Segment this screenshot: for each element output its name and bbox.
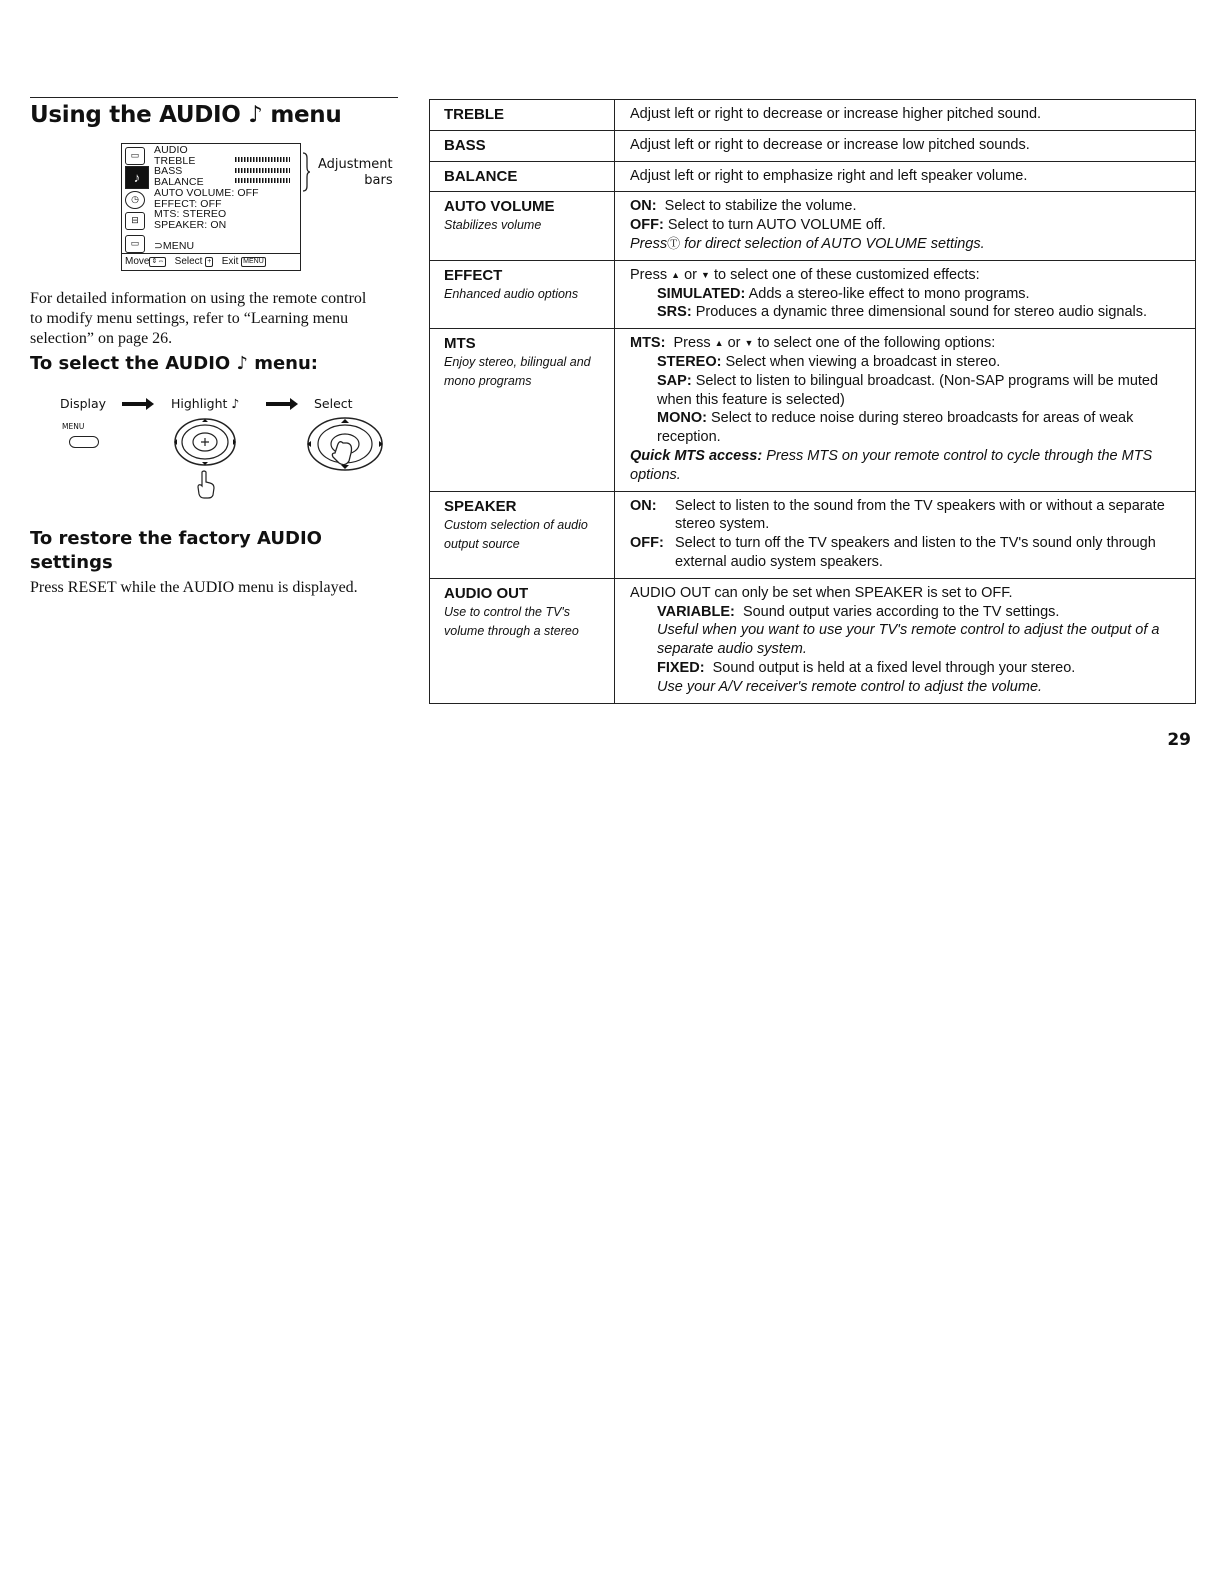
- bass-bar: [235, 168, 290, 173]
- adjustment-label-line2: bars: [364, 173, 393, 188]
- audio-out-fixed: [630, 659, 1187, 678]
- audio-out-variable: [630, 603, 1187, 622]
- term-speaker: SPEAKER: [444, 497, 517, 515]
- menu-item-balance: BALANCE: [154, 176, 204, 189]
- stereo-text: Select when viewing a broadcast in stereo.: [725, 353, 1001, 370]
- table-row-balance: [430, 161, 1196, 192]
- desc-effect: Enhanced audio options: [444, 286, 579, 301]
- hand-pointer-icon: [196, 470, 216, 500]
- mts-stereo: [630, 353, 1187, 372]
- menu-item-treble: TREBLE: [154, 154, 196, 167]
- speaker-off-text: Select to turn off the TV speakers and listen to the TV's sound only through external audio system speakers.: [675, 535, 1156, 570]
- speaker-off-label: OFF:: [630, 535, 664, 552]
- on-label: ON:: [630, 198, 657, 215]
- sap-label: SAP:: [657, 372, 692, 389]
- effect-simulated: [630, 285, 1187, 304]
- table-row-mts: [430, 329, 1196, 491]
- simulated-text: Adds a stereo-like effect to mono programs.: [748, 285, 1030, 302]
- menu-item-menu: ⊃MENU: [154, 240, 195, 253]
- arrow-icon: [266, 402, 292, 406]
- quick-text: Press MTS on your remote control to cycle through the MTS options.: [630, 447, 1153, 483]
- desc-audio-out: Use to control the TV's volume through a stereo: [444, 604, 579, 638]
- menu-item-mts: MTS: STEREO: [154, 208, 227, 221]
- term-audio-out: AUDIO OUT: [444, 584, 529, 602]
- menu-button-icon: [69, 436, 99, 448]
- mono-text: Select to reduce noise during stereo broadcasts for areas of weak reception.: [657, 410, 1134, 446]
- desc-auto-volume: Stabilizes volume: [444, 218, 542, 233]
- text-treble: Adjust left or right to decrease or increase higher pitched sound.: [630, 106, 1042, 122]
- restore-heading: To restore the factory AUDIO settings: [30, 528, 322, 573]
- term-auto-volume: AUTO VOLUME: [444, 198, 555, 216]
- audio-settings-table: [429, 99, 1196, 704]
- select-menu-heading: To select the AUDIO ♪ menu:: [30, 353, 318, 374]
- variable-label: VARIABLE:: [657, 603, 735, 620]
- footer-exit: Exit: [221, 256, 239, 267]
- down-arrow-icon: ▼: [744, 338, 754, 349]
- intro-a: Press: [630, 266, 668, 283]
- term-bass: BASS: [444, 136, 486, 154]
- term-treble: TREBLE: [444, 106, 504, 123]
- mts-intro-label: MTS:: [630, 335, 666, 352]
- fixed-label: FIXED:: [657, 659, 705, 676]
- up-arrow-icon: ▲: [671, 269, 681, 280]
- menu-title: AUDIO: [154, 144, 188, 156]
- term-balance: BALANCE: [444, 167, 518, 185]
- sap-text: Select to listen to bilingual broadcast. (Non-SAP programs will be muted when this feature is selected): [657, 372, 1159, 408]
- speaker-on-label: ON:: [630, 497, 657, 514]
- mts-intro-b: to select one of the following options:: [757, 335, 996, 352]
- select-key-icon: +: [207, 258, 212, 265]
- auto-volume-press: [630, 235, 1187, 254]
- channel-icon: ⊟: [125, 212, 145, 230]
- balance-bar: [235, 178, 290, 183]
- heading-rule: [30, 97, 398, 98]
- menu-item-bass: BASS: [154, 165, 183, 178]
- table-row-speaker: [430, 491, 1196, 578]
- joystick-press-icon: [303, 417, 385, 473]
- up-arrow-icon: ▲: [714, 338, 724, 349]
- mts-quick-access: [630, 447, 1187, 485]
- table-row-audio-out: [430, 578, 1196, 703]
- page-title: Using the AUDIO ♪ menu: [30, 102, 342, 128]
- fixed-text: Sound output is held at a fixed level through your stereo.: [712, 659, 1076, 676]
- srs-label: SRS:: [657, 304, 692, 321]
- term-effect: EFFECT: [444, 266, 503, 284]
- adjustment-label-line1: Adjustment: [318, 157, 393, 172]
- exit-key-icon: MENU: [243, 258, 264, 265]
- arrow-icon: [122, 402, 148, 406]
- menu-item-effect: EFFECT: OFF: [154, 197, 222, 210]
- audio-note-icon: ♪: [125, 166, 149, 189]
- page-number: 29: [1167, 730, 1191, 750]
- speaker-on: [630, 497, 1187, 535]
- audio-out-variable-note: Useful when you want to use your TV's remote control to adjust the output of a separate audio system.: [657, 622, 1160, 658]
- text-balance: Adjust left or right to emphasize right and left speaker volume.: [630, 167, 1028, 184]
- clock-icon: ◷: [125, 191, 145, 209]
- footer-select: Select: [174, 256, 203, 267]
- brace-icon: [302, 152, 310, 192]
- stereo-label: STEREO:: [657, 353, 722, 370]
- mts-sap: [630, 372, 1187, 410]
- video-icon: ▭: [125, 147, 145, 165]
- effect-srs: [630, 303, 1187, 322]
- srs-text: Produces a dynamic three dimensional sound for stereo audio signals.: [695, 304, 1148, 321]
- off-label: OFF:: [630, 217, 664, 234]
- move-key-icon: ⇕⇔: [151, 258, 165, 265]
- adjustment-bars-label: [318, 157, 393, 189]
- menu-item-auto-volume: AUTO VOLUME: OFF: [154, 186, 259, 199]
- step-select: Select: [314, 396, 353, 411]
- auto-volume-button-icon: Ⓣ: [667, 235, 681, 251]
- effect-intro: [630, 266, 1187, 285]
- menu-item-speaker: SPEAKER: ON: [154, 218, 227, 231]
- menu-footer: [122, 253, 300, 270]
- speaker-on-text: Select to listen to the sound from the TV speakers with or without a separate stereo system.: [675, 497, 1165, 533]
- mts-mono: [630, 409, 1187, 447]
- variable-text: Sound output varies according to the TV settings.: [742, 603, 1060, 620]
- step-display: Display: [60, 396, 107, 411]
- off-text: Select to turn AUTO VOLUME off.: [667, 217, 886, 234]
- audio-out-fixed-note: Use your A/V receiver's remote control to adjust the volume.: [657, 678, 1043, 695]
- term-mts: MTS: [444, 335, 476, 353]
- mono-label: MONO:: [657, 410, 707, 427]
- step-highlight: Highlight ♪: [171, 396, 240, 411]
- mts-intro: [630, 334, 1187, 353]
- setup-icon: ▭: [125, 235, 145, 253]
- intro-b: to select one of these customized effects:: [713, 266, 980, 283]
- audio-menu-screen: [121, 143, 301, 271]
- simulated-label: SIMULATED:: [657, 285, 746, 302]
- table-row-auto-volume: [430, 192, 1196, 260]
- text-bass: Adjust left or right to decrease or increase low pitched sounds.: [630, 136, 1030, 153]
- table-row-effect: [430, 260, 1196, 328]
- treble-bar: [235, 157, 290, 162]
- footer-move: Move: [125, 256, 150, 267]
- auto-volume-off: [630, 216, 1187, 235]
- down-arrow-icon: ▼: [701, 269, 710, 280]
- menu-button-label: MENU: [62, 422, 85, 431]
- press-a: Press: [630, 235, 668, 252]
- menu-icon-column: [122, 144, 150, 254]
- mts-intro-or: or: [727, 335, 741, 352]
- audio-out-intro: AUDIO OUT can only be set when SPEAKER is set to OFF.: [630, 584, 1013, 601]
- intro-paragraph: For detailed information on using the remote control to modify menu settings, refer to “Learning menu selection” on page 26.: [30, 290, 367, 347]
- press-b: for direct selection of AUTO VOLUME settings.: [684, 235, 985, 252]
- auto-volume-on: [630, 197, 1187, 216]
- joystick-icon: [173, 417, 237, 467]
- desc-speaker: Custom selection of audio output source: [444, 517, 588, 551]
- intro-or: or: [684, 266, 697, 283]
- adjustment-bars: [235, 157, 290, 189]
- quick-label: Quick MTS access:: [630, 447, 763, 464]
- desc-mts: Enjoy stereo, bilingual and mono programs: [444, 355, 591, 389]
- table-row-treble: [430, 100, 1196, 131]
- restore-paragraph: Press RESET while the AUDIO menu is displayed.: [30, 579, 358, 596]
- table-row-bass: [430, 130, 1196, 161]
- speaker-off: [630, 534, 1187, 572]
- mts-intro-a: Press: [673, 335, 711, 352]
- on-text: Select to stabilize the volume.: [664, 198, 857, 215]
